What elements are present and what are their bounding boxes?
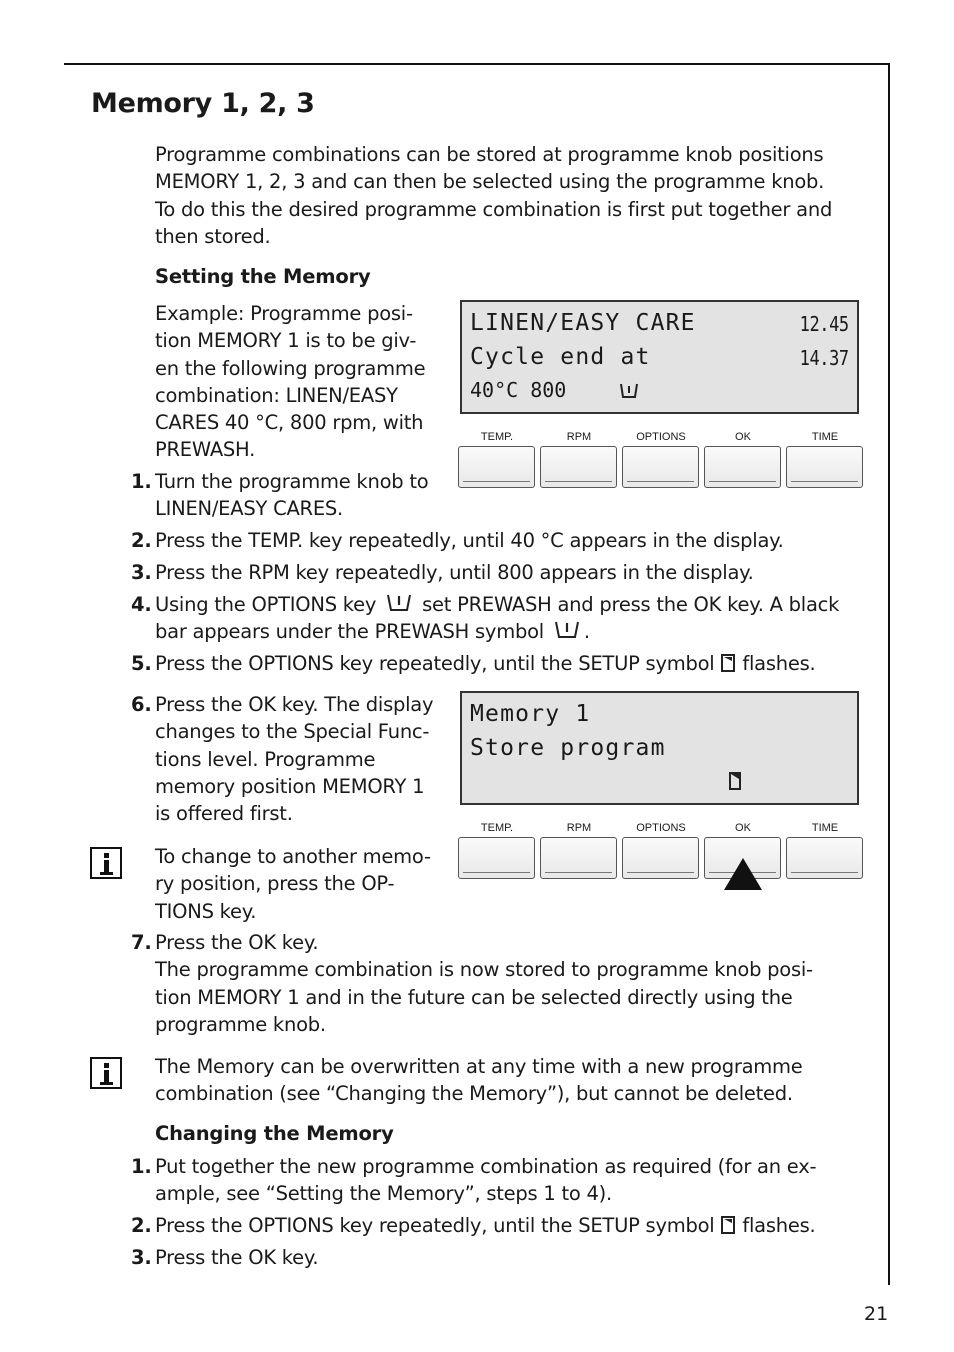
prewash-icon	[550, 619, 584, 641]
prewash-icon	[382, 592, 416, 614]
temp-key[interactable]	[458, 446, 535, 488]
setup-icon	[720, 1215, 736, 1235]
setting-heading: Setting the Memory	[155, 265, 371, 288]
keypad-1	[458, 431, 864, 501]
intro-paragraph: Programme combinations can be stored at programme knob positions MEMORY 1, 2, 3 and can then be selected using the programme knob. To do this the desired programme combination is first put together and then stored.	[155, 143, 833, 248]
changing-step-3: 3. Press the OK key.	[131, 1246, 319, 1269]
key-label-rpm: RPM	[566, 822, 592, 834]
key-label-options: OPTIONS	[636, 822, 686, 834]
right-rule	[888, 63, 890, 1285]
ok-key[interactable]	[704, 446, 781, 488]
key-label-rpm: RPM	[566, 431, 592, 443]
lcd-line-1: LINEN/EASY CARE	[470, 310, 696, 336]
lcd-line-3: 40°C 800	[470, 378, 567, 402]
prewash-icon	[619, 382, 639, 400]
changing-heading: Changing the Memory	[155, 1122, 394, 1145]
key-label-temp: TEMP.	[480, 822, 514, 834]
key-label-options: OPTIONS	[636, 431, 686, 443]
page-number: 21	[864, 1303, 889, 1325]
lcd-display-2	[460, 691, 859, 805]
setting-step-4: 4. Using the OPTIONS key set PREWASH and press the OK key. A black bar appears under the PREWASH symbol .	[131, 593, 840, 644]
top-rule	[64, 63, 890, 65]
example-paragraph: Example: Programme posi- tion MEMORY 1 is to be giv- en the following programme combination: LINEN/EASY CARES 40 °C, 800 rpm, with PREWASH.	[155, 302, 426, 462]
options-key[interactable]	[622, 446, 699, 488]
note-change-position: To change to another memo- ry position, press the OP- TIONS key.	[155, 845, 431, 923]
setup-icon	[720, 653, 736, 673]
temp-key[interactable]	[458, 837, 535, 879]
info-icon	[90, 1057, 122, 1089]
key-label-temp: TEMP.	[480, 431, 514, 443]
lcd-line-1: Memory 1	[470, 701, 591, 727]
rpm-key[interactable]	[540, 446, 617, 488]
key-label-ok: OK	[735, 822, 751, 834]
key-label-time: TIME	[811, 822, 839, 834]
setting-step-2: 2. Press the TEMP. key repeatedly, until 40 °C appears in the display.	[131, 529, 784, 552]
setup-icon	[728, 771, 742, 791]
lcd-time-1: 12.45	[799, 312, 849, 336]
key-label-time: TIME	[811, 431, 839, 443]
key-label-ok: OK	[735, 431, 751, 443]
setting-step-6: 6. Press the OK key. The display changes to the Special Func- tions level. Programme memory position MEMORY 1 is offered first.	[131, 693, 434, 826]
rpm-key[interactable]	[540, 837, 617, 879]
lcd-time-2: 14.37	[799, 346, 849, 370]
time-key[interactable]	[786, 446, 863, 488]
setting-step-1: 1. Turn the programme knob to LINEN/EASY CARES.	[131, 470, 429, 521]
info-icon	[90, 847, 122, 879]
changing-step-1: 1. Put together the new programme combination as required (for an ex- ample, see “Setting the Memory”, steps 1 to 4).	[131, 1155, 817, 1206]
options-key[interactable]	[622, 837, 699, 879]
press-arrow-icon	[724, 858, 762, 890]
changing-step-2: 2. Press the OPTIONS key repeatedly, until the SETUP symbol flashes.	[131, 1214, 816, 1237]
lcd-display-1	[460, 300, 859, 414]
time-key[interactable]	[786, 837, 863, 879]
setting-step-3: 3. Press the RPM key repeatedly, until 800 appears in the display.	[131, 561, 754, 584]
setting-step-5: 5. Press the OPTIONS key repeatedly, until the SETUP symbol flashes.	[131, 652, 816, 675]
note-overwrite: The Memory can be overwritten at any time with a new programme combination (see “Changing the Memory”), but cannot be deleted.	[155, 1055, 803, 1106]
keypad-2	[458, 822, 864, 892]
lcd-line-2: Cycle end at	[470, 344, 651, 370]
lcd-line-2: Store program	[470, 735, 666, 761]
setting-step-7: 7. Press the OK key. The programme combination is now stored to programme knob posi- tion MEMORY 1 and in the future can be selected directly using the programme knob.	[131, 931, 813, 1036]
page-title: Memory 1, 2, 3	[91, 88, 315, 119]
